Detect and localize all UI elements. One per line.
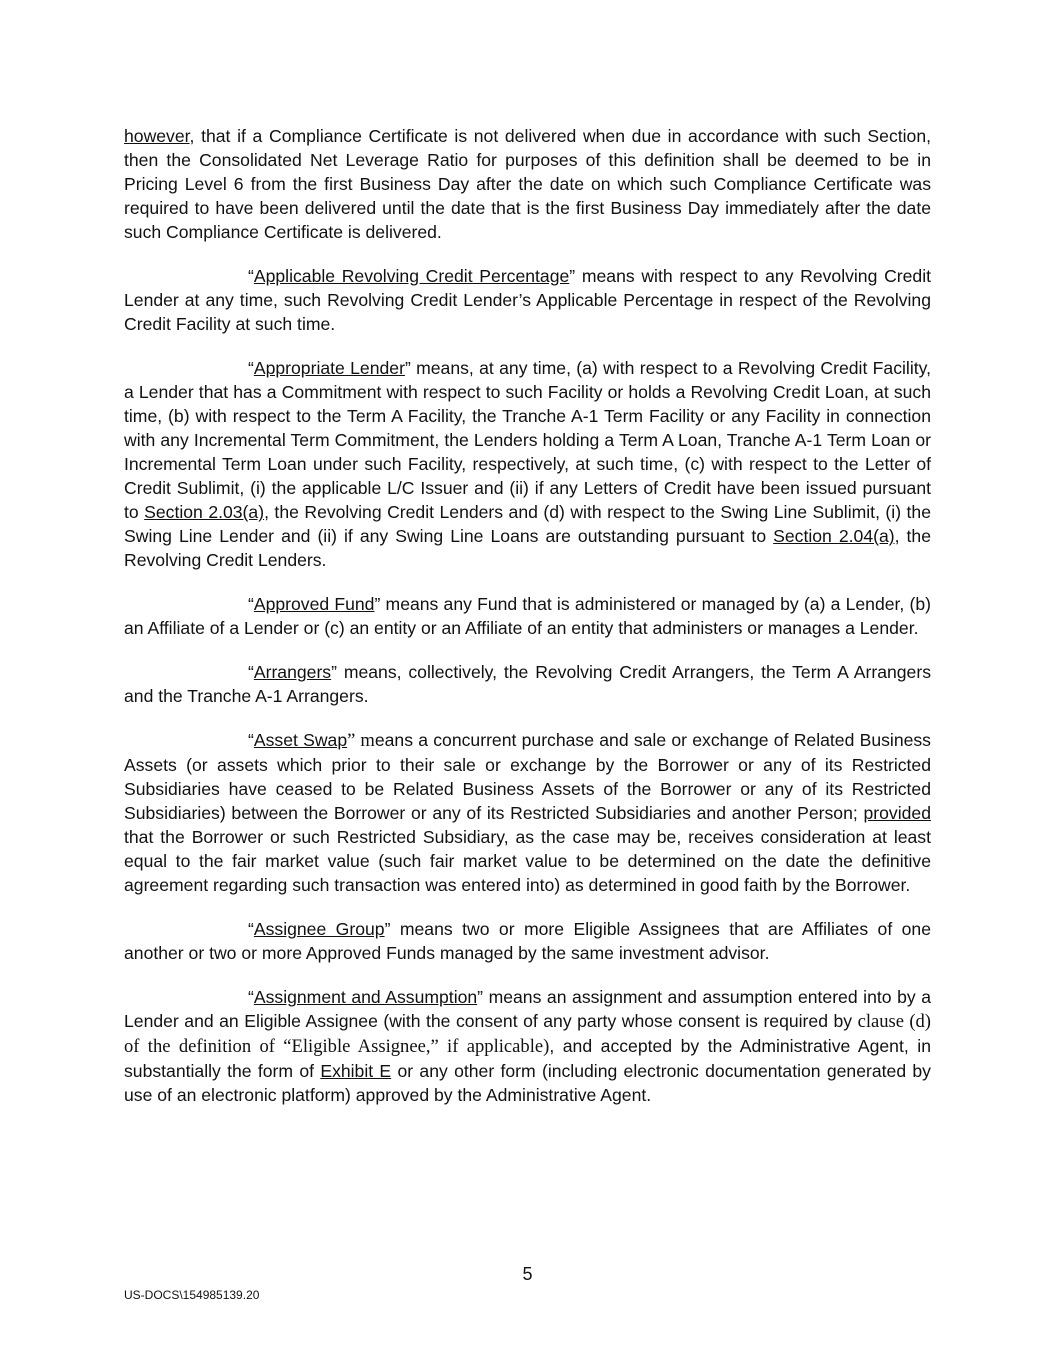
page-number: 5 <box>522 1264 533 1284</box>
definition-text: ” means, collectively, the Revolving Credit Arrangers, the Term A Arrangers and the Tranche A-1 Arrangers. <box>124 662 931 706</box>
exhibit-reference: Exhibit E <box>320 1061 392 1081</box>
definition-assignee-group <box>124 917 931 965</box>
defined-term: Approved Fund <box>253 594 375 614</box>
open-quote: “ <box>248 730 254 750</box>
document-id: US-DOCS\154985139.20 <box>124 1288 260 1302</box>
defined-term: Assignment and Assumption <box>253 987 478 1007</box>
defined-term: Applicable Revolving Credit Percentage <box>253 266 570 286</box>
definition-text-serif: clause (d) of the definition of “Eligible Assignee,” if applicable) <box>124 1011 931 1057</box>
defined-term: Asset Swap <box>253 730 348 750</box>
however-term: however <box>124 126 190 146</box>
open-quote: “ <box>248 266 254 286</box>
open-quote: “ <box>248 919 254 939</box>
definition-approved-fund <box>124 592 931 640</box>
definition-text: eans a concurrent purchase and sale or exchange of Related Business Assets (or assets which prior to their sale or exchange by the Borrower or any of its Restricted Subsidiaries have ceased to be Related Business Assets of the Borrower or any of its Restricted Subsidiaries) between the Borrower or any of its Restricted Subsidiaries and another Person; <box>124 730 931 823</box>
definition-asset-swap <box>124 728 931 897</box>
document-body <box>124 124 931 1127</box>
defined-term: Assignee Group <box>253 919 385 939</box>
defined-term: Arrangers <box>253 662 332 682</box>
open-quote: “ <box>248 594 254 614</box>
definition-text: that the Borrower or such Restricted Subsidiary, as the case may be, receives consideration at least equal to the fair market value (such fair market value to be determined on the date the definitive agreement regarding such transaction was entered into) as determined in good faith by the Borrower. <box>124 827 931 895</box>
definition-text: ” means with respect to any Revolving Credit Lender at any time, such Revolving Credit Lender’s Applicable Percentage in respect of the Revolving Credit Facility at such time. <box>124 266 931 334</box>
definition-applicable-revolving-credit-percentage <box>124 264 931 336</box>
paragraph-pricing-level-proviso <box>124 124 931 244</box>
definition-text: ” means two or more Eligible Assignees that are Affiliates of one another or two or more Approved Funds managed by the same investment advisor. <box>124 919 931 963</box>
definition-text: , and accepted by the Administrative Agent, in substantially the form of <box>124 1036 931 1081</box>
definition-text: , the Revolving Credit Lenders and (d) with respect to the Swing Line Sublimit, (i) the Swing Line Lender and (ii) if any Swing Line Loans are outstanding pursuant to <box>124 502 931 546</box>
section-reference: Section 2.04(a) <box>773 526 895 546</box>
definition-text: , the Revolving Credit Lenders. <box>124 526 931 570</box>
provided-term: provided <box>863 803 931 823</box>
open-quote: “ <box>248 987 254 1007</box>
defined-term: Appropriate Lender <box>253 358 405 378</box>
definition-text: ” means an assignment and assumption entered into by a Lender and an Eligible Assignee (with the consent of any party whose consent is required by <box>124 987 931 1031</box>
paragraph-text: , that if a Compliance Certificate is not delivered when due in accordance with such Section, then the Consolidated Net Leverage Ratio for purposes of this definition shall be deemed to be in Pricing Level 6 from the first Business Day after the date on which such Compliance Certificate was required to have been delivered until the date that is the first Business Day immediately after the date such Compliance Certificate is delivered. <box>124 126 931 242</box>
definition-appropriate-lender <box>124 356 931 572</box>
section-reference: Section 2.03(a) <box>144 502 265 522</box>
definition-text: or any other form (including electronic documentation generated by use of an electronic platform) approved by the Administrative Agent. <box>124 1061 931 1105</box>
open-quote: “ <box>248 358 254 378</box>
definition-text: ” means, at any time, (a) with respect to a Revolving Credit Facility, a Lender that has a Commitment with respect to such Facility or holds a Revolving Credit Loan, at such time, (b) with respect to the Term A Facility, the Tranche A-1 Term Facility or any Facility in connection with any Incremental Term Commitment, the Lenders holding a Term A Loan, Tranche A-1 Term Loan or Incremental Term Loan under such Facility, respectively, at such time, (c) with respect to the Letter of Credit Sublimit, (i) the applicable L/C Issuer and (ii) if any Letters of Credit have been issued pursuant to <box>124 358 932 522</box>
definition-assignment-and-assumption <box>124 985 931 1107</box>
definition-text: ” means any Fund that is administered or managed by (a) a Lender, (b) an Affiliate of a Lender or (c) an entity or an Affiliate of an entity that administers or manages a Lender. <box>124 594 931 638</box>
definition-arrangers <box>124 660 931 708</box>
open-quote: “ <box>248 662 254 682</box>
close-quote: ” m <box>347 730 375 751</box>
